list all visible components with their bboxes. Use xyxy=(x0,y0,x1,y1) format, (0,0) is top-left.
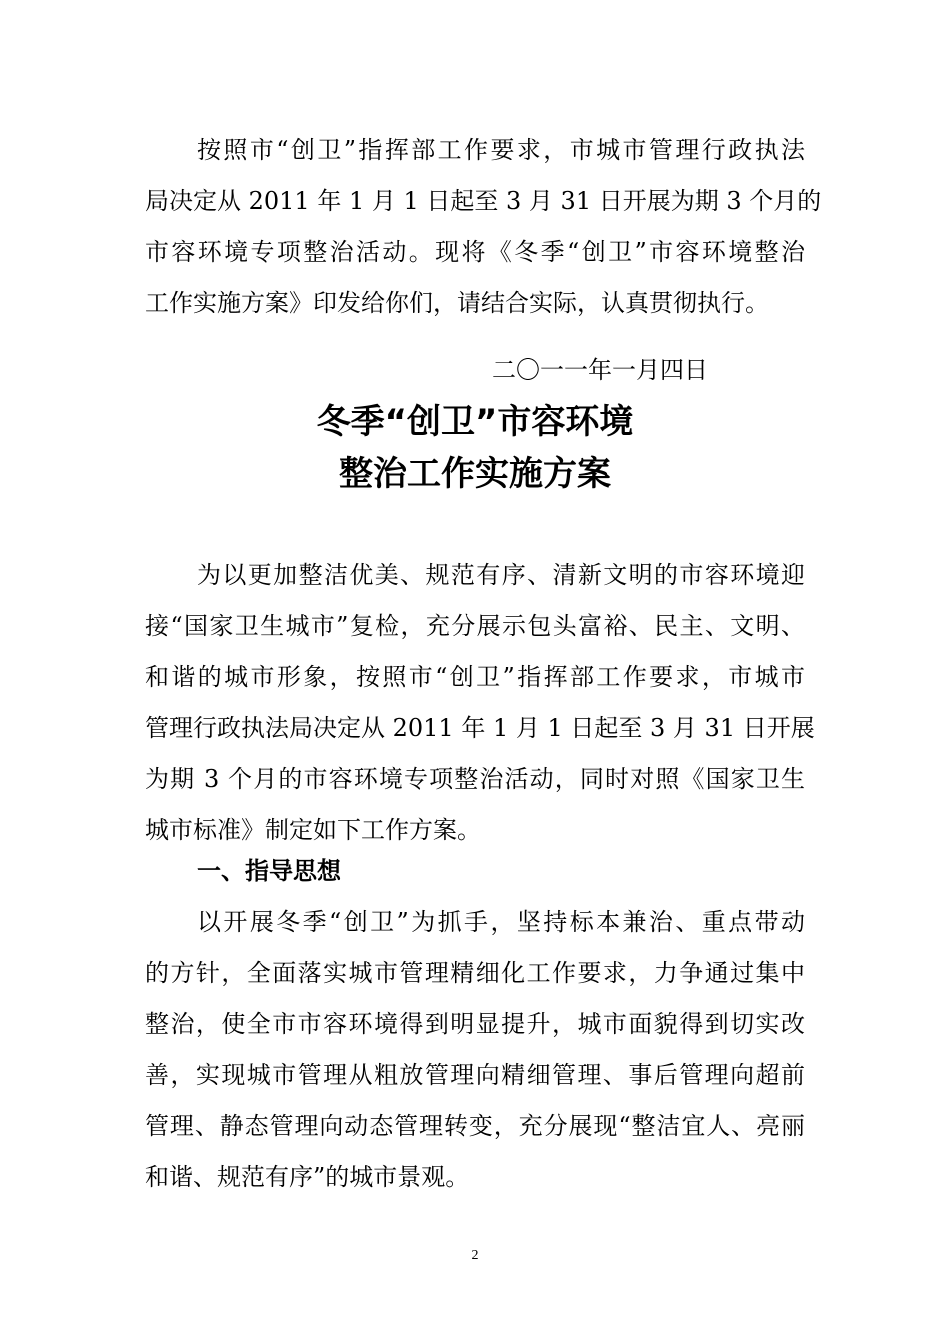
intro-line-2: 接“国家卫生城市”复检，充分展示包头富裕、民主、文明、 xyxy=(145,612,805,640)
notice-line-3: 市容环境专项整治活动。现将《冬季“创卫”市容环境整治 xyxy=(145,238,805,266)
section1-line-4: 善，实现城市管理从粗放管理向精细管理、事后管理向超前 xyxy=(145,1061,805,1089)
section-heading-guiding-thought: 一、指导思想 xyxy=(197,857,341,885)
notice-date: 二〇一一年一月四日 xyxy=(492,356,708,384)
intro-line-3: 和谐的城市形象，按照市“创卫”指挥部工作要求，市城市 xyxy=(145,663,805,691)
section1-line-1: 以开展冬季“创卫”为抓手，坚持标本兼治、重点带动 xyxy=(197,908,805,936)
notice-line-1: 按照市“创卫”指挥部工作要求，市城市管理行政执法 xyxy=(197,136,805,164)
notice-line-2: 局决定从 2011 年 1 月 1 日起至 3 月 31 日开展为期 3 个月的 xyxy=(145,187,822,215)
section1-line-2: 的方针，全面落实城市管理精细化工作要求，力争通过集中 xyxy=(145,959,805,987)
intro-line-5: 为期 3 个月的市容环境专项整治活动，同时对照《国家卫生 xyxy=(145,765,805,793)
page-number: 2 xyxy=(471,1248,479,1263)
section1-line-5: 管理、静态管理向动态管理转变，充分展现“整洁宜人、亮丽 xyxy=(145,1112,805,1140)
intro-line-6: 城市标准》制定如下工作方案。 xyxy=(145,816,481,844)
section1-line-6: 和谐、规范有序”的城市景观。 xyxy=(145,1163,470,1191)
section1-line-3: 整治，使全市市容环境得到明显提升，城市面貌得到切实改 xyxy=(145,1010,805,1038)
intro-line-4: 管理行政执法局决定从 2011 年 1 月 1 日起至 3 月 31 日开展 xyxy=(145,714,815,742)
notice-line-4: 工作实施方案》印发给你们，请结合实际，认真贯彻执行。 xyxy=(145,289,769,317)
intro-line-1: 为以更加整洁优美、规范有序、清新文明的市容环境迎 xyxy=(197,561,805,589)
document-title-line-1: 冬季“创卫”市容环境 xyxy=(316,402,634,442)
document-title-line-2: 整治工作实施方案 xyxy=(339,454,611,494)
